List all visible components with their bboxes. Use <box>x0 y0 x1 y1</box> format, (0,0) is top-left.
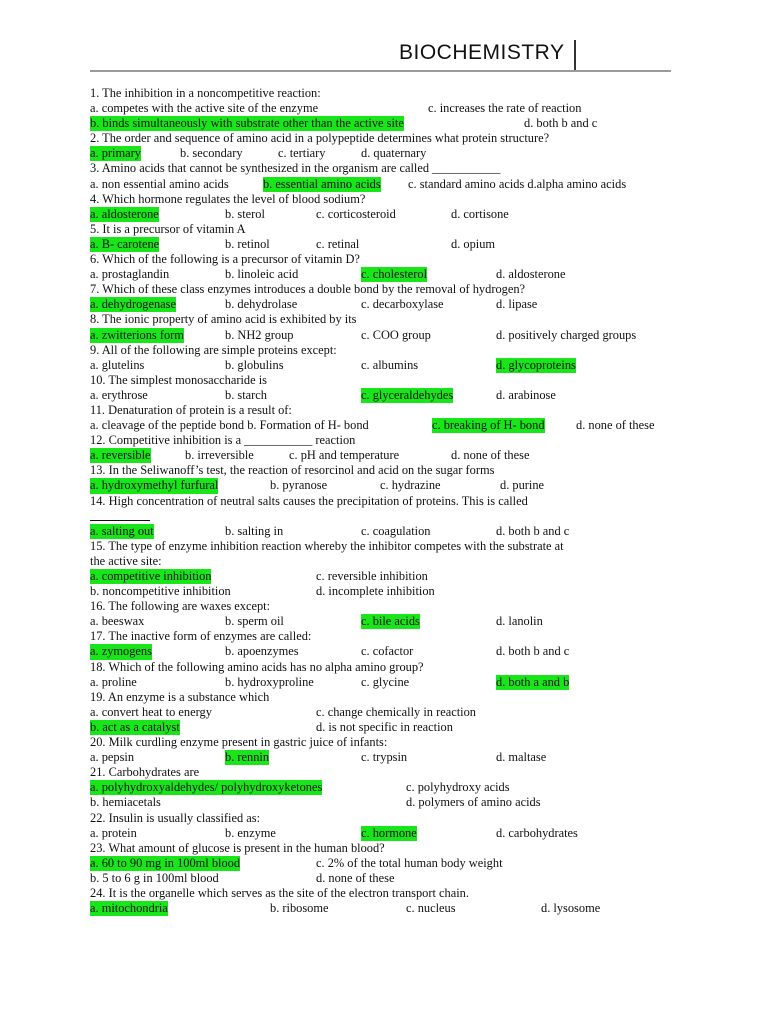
text-segment: d. polymers of amino acids <box>406 795 541 810</box>
text-segment: b. secondary <box>180 146 243 161</box>
text-segment: d. lysosome <box>541 901 601 916</box>
question-list <box>90 86 690 916</box>
text-line <box>90 161 690 176</box>
text-segment: c. polyhydroxy acids <box>406 780 510 795</box>
highlighted-answer: a. B- carotene <box>90 236 160 251</box>
text-segment: a. non essential amino acids <box>90 176 229 191</box>
text-segment: 2. The order and sequence of amino acid in a polypeptide determines what protein structure? <box>90 131 550 146</box>
text-segment: b. dehydrolase <box>225 297 298 312</box>
text-segment: b. noncompetitive inhibition <box>90 584 231 599</box>
text-segment: b. retinol <box>225 236 270 251</box>
text-segment: 13. In the Seliwanoff’s test, the reaction of resorcinol and acid on the sugar forms <box>90 463 495 478</box>
text-segment: c. albumins <box>361 357 419 372</box>
text-line <box>90 554 690 569</box>
text-line <box>90 735 690 750</box>
text-line <box>90 101 690 116</box>
text-segment: b. ribosome <box>270 901 329 916</box>
highlighted-answer: a. polyhydroxyaldehydes/ polyhydroxyketones <box>90 780 323 795</box>
highlighted-answer: c. glyceraldehydes <box>361 387 454 402</box>
text-segment: 7. Which of these class enzymes introduces a double bond by the removal of hydrogen? <box>90 282 526 297</box>
text-segment: 21. Carbohydrates are <box>90 765 200 780</box>
highlighted-answer: a. reversible <box>90 448 151 463</box>
text-line <box>90 705 690 720</box>
document-title: BIOCHEMISTRY <box>399 41 565 64</box>
highlighted-answer: a. zwitterions form <box>90 327 184 342</box>
text-segment: 1. The inhibition in a noncompetitive reaction: <box>90 86 321 100</box>
text-line <box>90 312 690 327</box>
text-line <box>90 403 690 418</box>
text-line <box>90 358 690 373</box>
text-segment: c. glycine <box>361 674 410 689</box>
text-segment: a. glutelins <box>90 357 145 372</box>
text-segment: a. protein <box>90 825 137 840</box>
text-segment: 19. An enzyme is a substance which <box>90 689 270 704</box>
text-line <box>90 494 690 509</box>
text-line <box>90 901 690 916</box>
text-line <box>90 86 690 101</box>
text-segment: c. trypsin <box>361 750 408 765</box>
page-header <box>0 0 768 80</box>
text-segment: 14. High concentration of neutral salts causes the precipitation of proteins. This is called <box>90 493 528 508</box>
text-segment: 20. Milk curdling enzyme present in gastric juice of infants: <box>90 735 388 750</box>
highlighted-answer: c. bile acids <box>361 614 420 629</box>
highlighted-answer: a. competitive inhibition <box>90 569 212 583</box>
text-segment: a. pepsin <box>90 750 135 765</box>
text-line <box>90 720 690 735</box>
text-line <box>90 841 690 856</box>
text-segment: b. sperm oil <box>225 614 284 629</box>
text-segment: 10. The simplest monosaccharide is <box>90 372 267 387</box>
text-line <box>90 131 690 146</box>
text-segment: d. both b and c <box>524 116 598 131</box>
text-line <box>90 524 690 539</box>
text-segment: b. hemiacetals <box>90 795 161 810</box>
text-segment: c. pH and temperature <box>289 448 400 463</box>
highlighted-answer: a. hydroxymethyl furfural <box>90 478 219 493</box>
text-segment: 24. It is the organelle which serves as the site of the electron transport chain. <box>90 885 469 900</box>
text-line <box>90 795 690 810</box>
text-line <box>90 388 690 403</box>
highlighted-answer: c. cholesterol <box>361 267 428 282</box>
text-line <box>90 373 690 388</box>
text-segment: b. NH2 group <box>225 327 294 342</box>
text-segment: c. decarboxylase <box>361 297 444 312</box>
text-segment: 17. The inactive form of enzymes are called: <box>90 629 312 644</box>
blank-underline <box>90 509 150 521</box>
highlighted-answer: a. dehydrogenase <box>90 297 177 312</box>
text-segment: 16. The following are waxes except: <box>90 599 271 614</box>
text-line <box>90 237 690 252</box>
text-line <box>90 343 690 358</box>
highlighted-answer: b. essential amino acids <box>263 176 381 191</box>
text-line <box>90 146 690 161</box>
text-segment: d. arabinose <box>496 387 556 402</box>
text-segment: b. pyranose <box>270 478 328 493</box>
text-line <box>90 433 690 448</box>
text-segment: b. globulins <box>225 357 284 372</box>
text-line <box>90 569 690 584</box>
text-segment: 18. Which of the following amino acids has no alpha amino group? <box>90 659 424 674</box>
text-segment: c. standard amino acids d.alpha amino acids <box>408 176 627 191</box>
text-segment: 4. Which hormone regulates the level of blood sodium? <box>90 191 366 206</box>
text-segment: d. cortisone <box>451 206 509 221</box>
text-segment: b. apoenzymes <box>225 644 299 659</box>
text-segment: 12. Competitive inhibition is a ___________ reaction <box>90 433 356 448</box>
text-line <box>90 328 690 343</box>
text-segment: d. both b and c <box>496 523 570 538</box>
text-segment: c. corticosteroid <box>316 206 396 221</box>
text-line <box>90 252 690 267</box>
text-segment: c. 2% of the total human body weight <box>316 855 503 870</box>
answer-blank <box>90 509 150 525</box>
text-line <box>90 448 690 463</box>
text-line <box>90 192 690 207</box>
text-segment: b. 5 to 6 g in 100ml blood <box>90 870 219 885</box>
text-segment: c. COO group <box>361 327 431 342</box>
text-segment: d. carbohydrates <box>496 825 578 840</box>
text-line <box>90 614 690 629</box>
text-line <box>90 282 690 297</box>
text-line <box>90 418 690 433</box>
text-line <box>90 267 690 282</box>
highlighted-answer: c. breaking of H- bond <box>432 418 545 433</box>
text-segment: c. hydrazine <box>380 478 441 493</box>
text-line <box>90 177 690 192</box>
text-segment: d. both b and c <box>496 644 570 659</box>
header-rule <box>90 70 671 72</box>
text-segment: c. increases the rate of reaction <box>428 101 582 116</box>
highlighted-answer: a. salting out <box>90 523 154 538</box>
text-segment: d. quaternary <box>361 146 427 161</box>
text-segment: a. competes with the active site of the enzyme <box>90 101 319 116</box>
text-segment: d. opium <box>451 236 496 251</box>
text-segment: 22. Insulin is usually classified as: <box>90 810 261 825</box>
text-segment: d. aldosterone <box>496 267 566 282</box>
text-line <box>90 856 690 871</box>
text-segment: 3. Amino acids that cannot be synthesized in the organism are called ___________ <box>90 161 501 176</box>
text-segment: d. none of these <box>451 448 530 463</box>
text-line <box>90 478 690 493</box>
text-segment: a. convert heat to energy <box>90 704 212 719</box>
text-line <box>90 811 690 826</box>
text-segment: d. positively charged groups <box>496 327 637 342</box>
text-line <box>90 116 690 131</box>
text-segment: d. is not specific in reaction <box>316 719 453 734</box>
text-line <box>90 297 690 312</box>
text-segment: a. erythrose <box>90 387 148 402</box>
text-line <box>90 539 690 554</box>
text-segment: c. retinal <box>316 236 360 251</box>
highlighted-answer: d. glycoproteins <box>496 357 576 372</box>
text-segment: the active site: <box>90 553 162 568</box>
text-segment: 15. The type of enzyme inhibition reaction whereby the inhibitor competes with the substrate at <box>90 538 564 553</box>
text-segment: c. coagulation <box>361 523 431 538</box>
highlighted-answer: b. binds simultaneously with substrate other than the active site <box>90 116 404 131</box>
text-line <box>90 463 690 478</box>
text-line <box>90 886 690 901</box>
text-line <box>90 584 690 599</box>
text-segment: c. reversible inhibition <box>316 569 428 583</box>
text-segment: b. irreversible <box>185 448 254 463</box>
text-segment: 23. What amount of glucose is present in the human blood? <box>90 840 385 855</box>
text-line <box>90 629 690 644</box>
text-segment: 11. Denaturation of protein is a result of: <box>90 402 292 417</box>
text-segment: c. tertiary <box>278 146 326 161</box>
text-line <box>90 207 690 222</box>
text-line <box>90 509 690 524</box>
highlighted-answer: d. both a and b <box>496 674 570 689</box>
text-segment: c. change chemically in reaction <box>316 704 476 719</box>
highlighted-answer: a. 60 to 90 mg in 100ml blood <box>90 855 241 870</box>
text-segment: a. proline <box>90 674 137 689</box>
highlighted-answer: a. zymogens <box>90 644 152 659</box>
text-line <box>90 222 690 237</box>
text-segment: d. maltase <box>496 750 547 765</box>
text-line <box>90 599 690 614</box>
text-segment: c. nucleus <box>406 901 456 916</box>
highlighted-answer: c. hormone <box>361 825 417 840</box>
text-segment: b. starch <box>225 387 267 402</box>
text-segment: d. incomplete inhibition <box>316 584 435 599</box>
text-segment: d. none of these <box>316 870 395 885</box>
text-line <box>90 765 690 780</box>
text-segment: a. prostaglandin <box>90 267 170 282</box>
text-line <box>90 750 690 765</box>
title-divider <box>574 40 576 71</box>
text-segment: a. cleavage of the peptide bond b. Formation of H- bond <box>90 418 369 433</box>
text-line <box>90 690 690 705</box>
text-segment: 9. All of the following are simple proteins except: <box>90 342 337 357</box>
text-segment: b. salting in <box>225 523 284 538</box>
text-segment: d. lipase <box>496 297 538 312</box>
text-segment: d. none of these <box>576 418 655 433</box>
text-line <box>90 660 690 675</box>
text-segment: 5. It is a precursor of vitamin A <box>90 221 246 236</box>
text-segment: b. hydroxyproline <box>225 674 314 689</box>
highlighted-answer: a. aldosterone <box>90 206 159 221</box>
text-segment: b. sterol <box>225 206 265 221</box>
text-segment: b. enzyme <box>225 825 276 840</box>
text-segment: a. beeswax <box>90 614 145 629</box>
text-segment: c. cofactor <box>361 644 414 659</box>
text-segment: 8. The ionic property of amino acid is exhibited by its <box>90 312 357 327</box>
text-segment: d. lanolin <box>496 614 543 629</box>
text-segment: d. purine <box>500 478 545 493</box>
text-line <box>90 780 690 795</box>
highlighted-answer: b. act as a catalyst <box>90 719 180 734</box>
text-line <box>90 871 690 886</box>
text-line <box>90 644 690 659</box>
text-line <box>90 675 690 690</box>
text-segment: b. linoleic acid <box>225 267 299 282</box>
highlighted-answer: a. primary <box>90 146 141 161</box>
text-segment: 6. Which of the following is a precursor of vitamin D? <box>90 252 360 267</box>
text-line <box>90 826 690 841</box>
highlighted-answer: b. rennin <box>225 750 270 765</box>
highlighted-answer: a. mitochondria <box>90 901 168 916</box>
